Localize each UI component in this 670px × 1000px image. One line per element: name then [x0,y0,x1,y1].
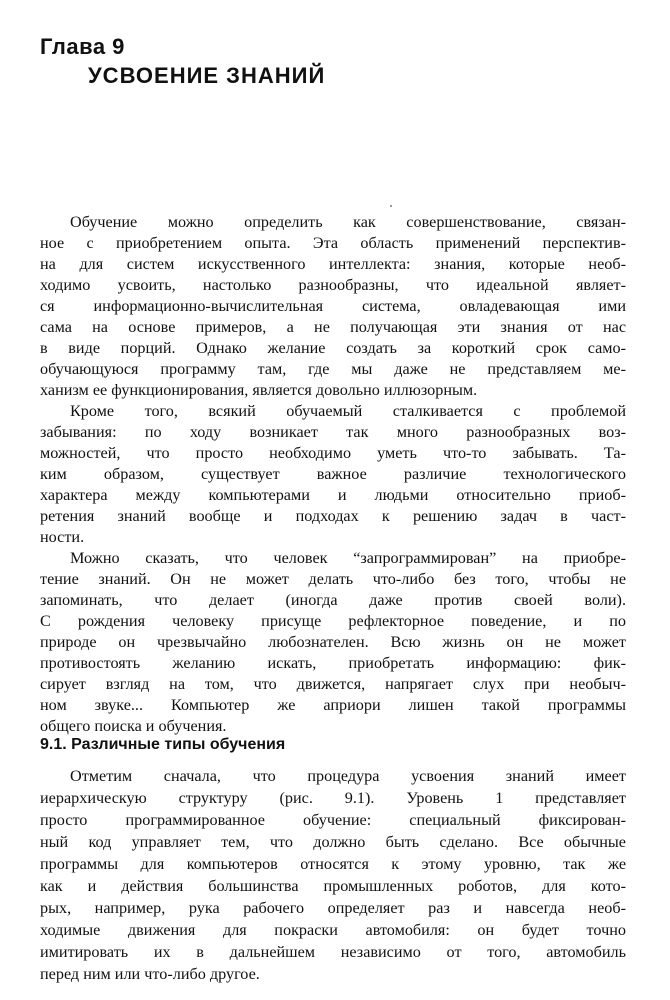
paragraph-2-line-3: можностей, что просто необходимо уметь что-то забывать. Та- [40,444,626,462]
paragraph-3-line-3: запоминать, что делает (иногда даже против своей воли). [40,591,626,609]
section-line-10: перед ним или что-либо другое. [40,965,260,983]
section-heading: 9.1. Различные типы обучения [40,736,286,753]
paragraph-3-line-6: противостоять желанию искать, приобретать информацию: фик- [40,654,626,672]
paragraph-2-line-4: ким образом, существует важное различие технологического [40,465,626,483]
section-line-8: ходимые движения для покраски автомобиля: он будет точно [40,921,626,939]
paragraph-3-line-1: Можно сказать, что человек “запрограммирован” на приобре- [70,549,626,567]
section-line-5: программы для компьютеров относятся к этому уровню, так же [40,855,626,873]
paragraph-1-line-8: обучающуюся программу там, где мы даже не представляем ме- [40,360,626,378]
section-line-6: как и действия большинства промышленных роботов, для кото- [40,877,626,895]
paragraph-2-line-2: забывания: по ходу возникает так много разнообразных воз- [40,423,626,441]
section-line-9: имитировать их в дальнейшем независимо от того, автомобиль [40,943,626,961]
paragraph-3-line-5: природе он чрезвычайно любознателен. Всю жизнь он не может [40,633,626,651]
paragraph-1-line-3: на для систем искусственного интеллекта: знания, которые необ- [40,255,626,273]
section-line-1: Отметим сначала, что процедура усвоения знаний имеет [70,767,626,785]
paragraph-2-line-6: ретения знаний вообще и подходах к решению задач в част- [40,507,626,525]
section-line-3: просто программированное обучение: специальный фиксирован- [40,811,626,829]
paragraph-1-line-6: сама на основе примеров, а не получающая эти знания от нас [40,318,626,336]
section-line-7: рых, например, рука рабочего определяет раз и навсегда необ- [40,899,626,917]
paragraph-1-line-9: ханизм ее функционирования, является довольно иллюзорным. [40,381,478,399]
paragraph-1-line-1: Обучение можно определить как совершенствование, связан- [70,213,626,231]
chapter-title: УСВОЕНИЕ ЗНАНИЙ [88,63,326,88]
paragraph-1-line-5: ся информационно-вычислительная система, овладевающая ими [40,297,626,315]
paragraph-2-line-7: ности. [40,528,85,546]
paragraph-3-line-7: сирует взгляд на том, что движется, напрягает слух при необыч- [40,675,626,693]
paragraph-1-line-4: ходимо усвоить, настолько разнообразны, что идеальной являет- [40,276,626,294]
paragraph-3-line-9: общего поиска и обучения. [40,717,227,735]
paragraph-3-line-4: С рождения человеку присуще рефлекторное поведение, и по [40,612,626,630]
paragraph-3-line-8: ном звуке... Компьютер же априори лишен такой программы [40,696,626,714]
paragraph-1-line-7: в виде порций. Однако желание создать за короткий срок само- [40,339,626,357]
paragraph-3-line-2: тение знаний. Он не может делать что-либо без того, чтобы не [40,570,626,588]
paragraph-2-line-5: характера между компьютерами и людьми относительно приоб- [40,486,626,504]
section-line-4: ный код управляет тем, что должно быть сделано. Все обычные [40,833,626,851]
section-line-2: иерархическую структуру (рис. 9.1). Уровень 1 представляет [40,789,626,807]
paragraph-2-line-1: Кроме того, всякий обучаемый сталкивается с проблемой [70,402,626,420]
paragraph-1-line-2: ное с приобретением опыта. Эта область применений перспектив- [40,234,626,252]
chapter-label: Глава 9 [40,34,125,59]
